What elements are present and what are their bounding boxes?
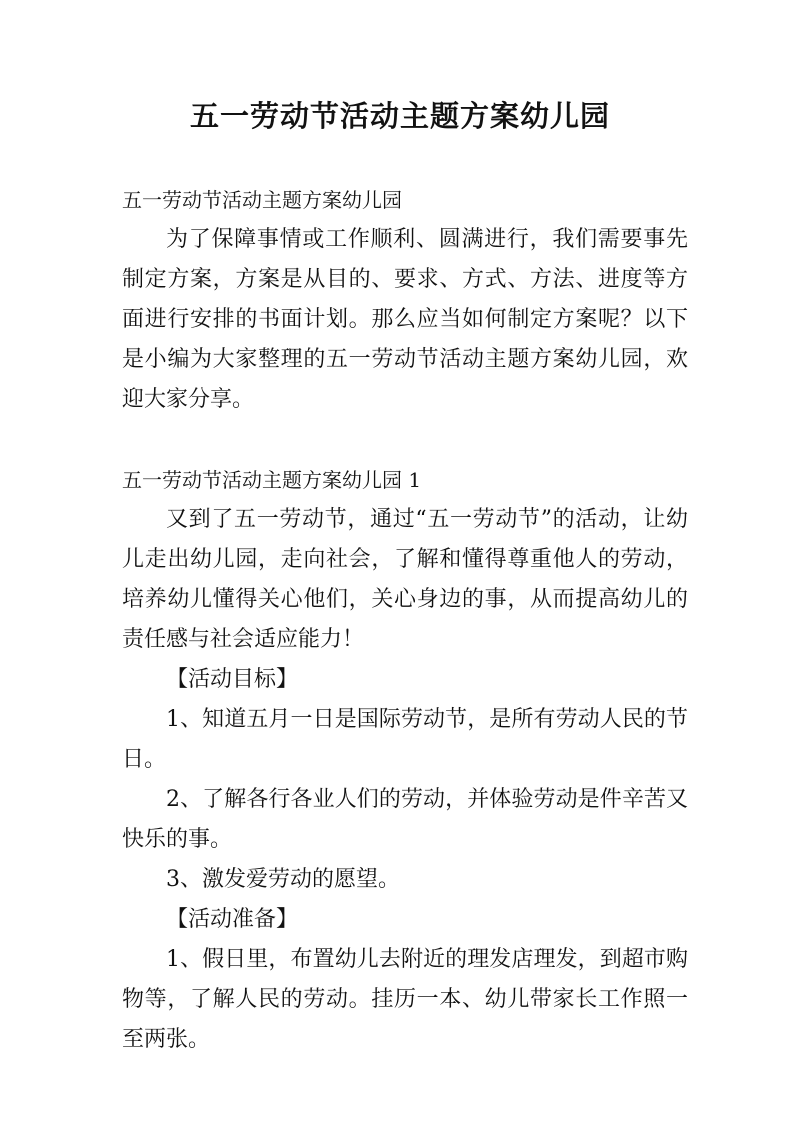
goal-item-1: 1、知道五月一日是国际劳动节，是所有劳动人民的节日。 xyxy=(122,707,688,772)
goals-label: 【活动目标】 xyxy=(166,667,299,692)
document-subtitle: 五一劳动节活动主题方案幼儿园 xyxy=(122,188,402,212)
preparation-item-1: 1、假日里，布置幼儿去附近的理发店理发，到超市购物等，了解人民的劳动。挂历一本、幼儿带家长工作照一至两张。 xyxy=(122,947,688,1052)
goal-item-2: 2、了解各行各业人们的劳动，并体验劳动是件辛苦又快乐的事。 xyxy=(122,787,688,852)
document-body xyxy=(122,180,688,1060)
section-heading: 五一劳动节活动主题方案幼儿园 1 xyxy=(122,468,422,492)
document-title: 五一劳动节活动主题方案幼儿园 xyxy=(189,99,610,133)
goal-item-3: 3、激发爱劳动的愿望。 xyxy=(166,867,400,892)
preparation-label: 【活动准备】 xyxy=(166,907,299,932)
intro-paragraph: 为了保障事情或工作顺利、圆满进行，我们需要事先制定方案，方案是从目的、要求、方式、方法、进度等方面进行安排的书面计划。那么应当如何制定方案呢？以下是小编为大家整理的五一劳动节活动主题方案幼儿园，欢迎大家分享。 xyxy=(122,227,688,412)
section-intro-paragraph: 又到了五一劳动节，通过“五一劳动节”的活动，让幼儿走出幼儿园，走向社会，了解和懂得尊重他人的劳动，培养幼儿懂得关心他们，关心身边的事，从而提高幼儿的责任感与社会适应能力！ xyxy=(122,507,688,652)
